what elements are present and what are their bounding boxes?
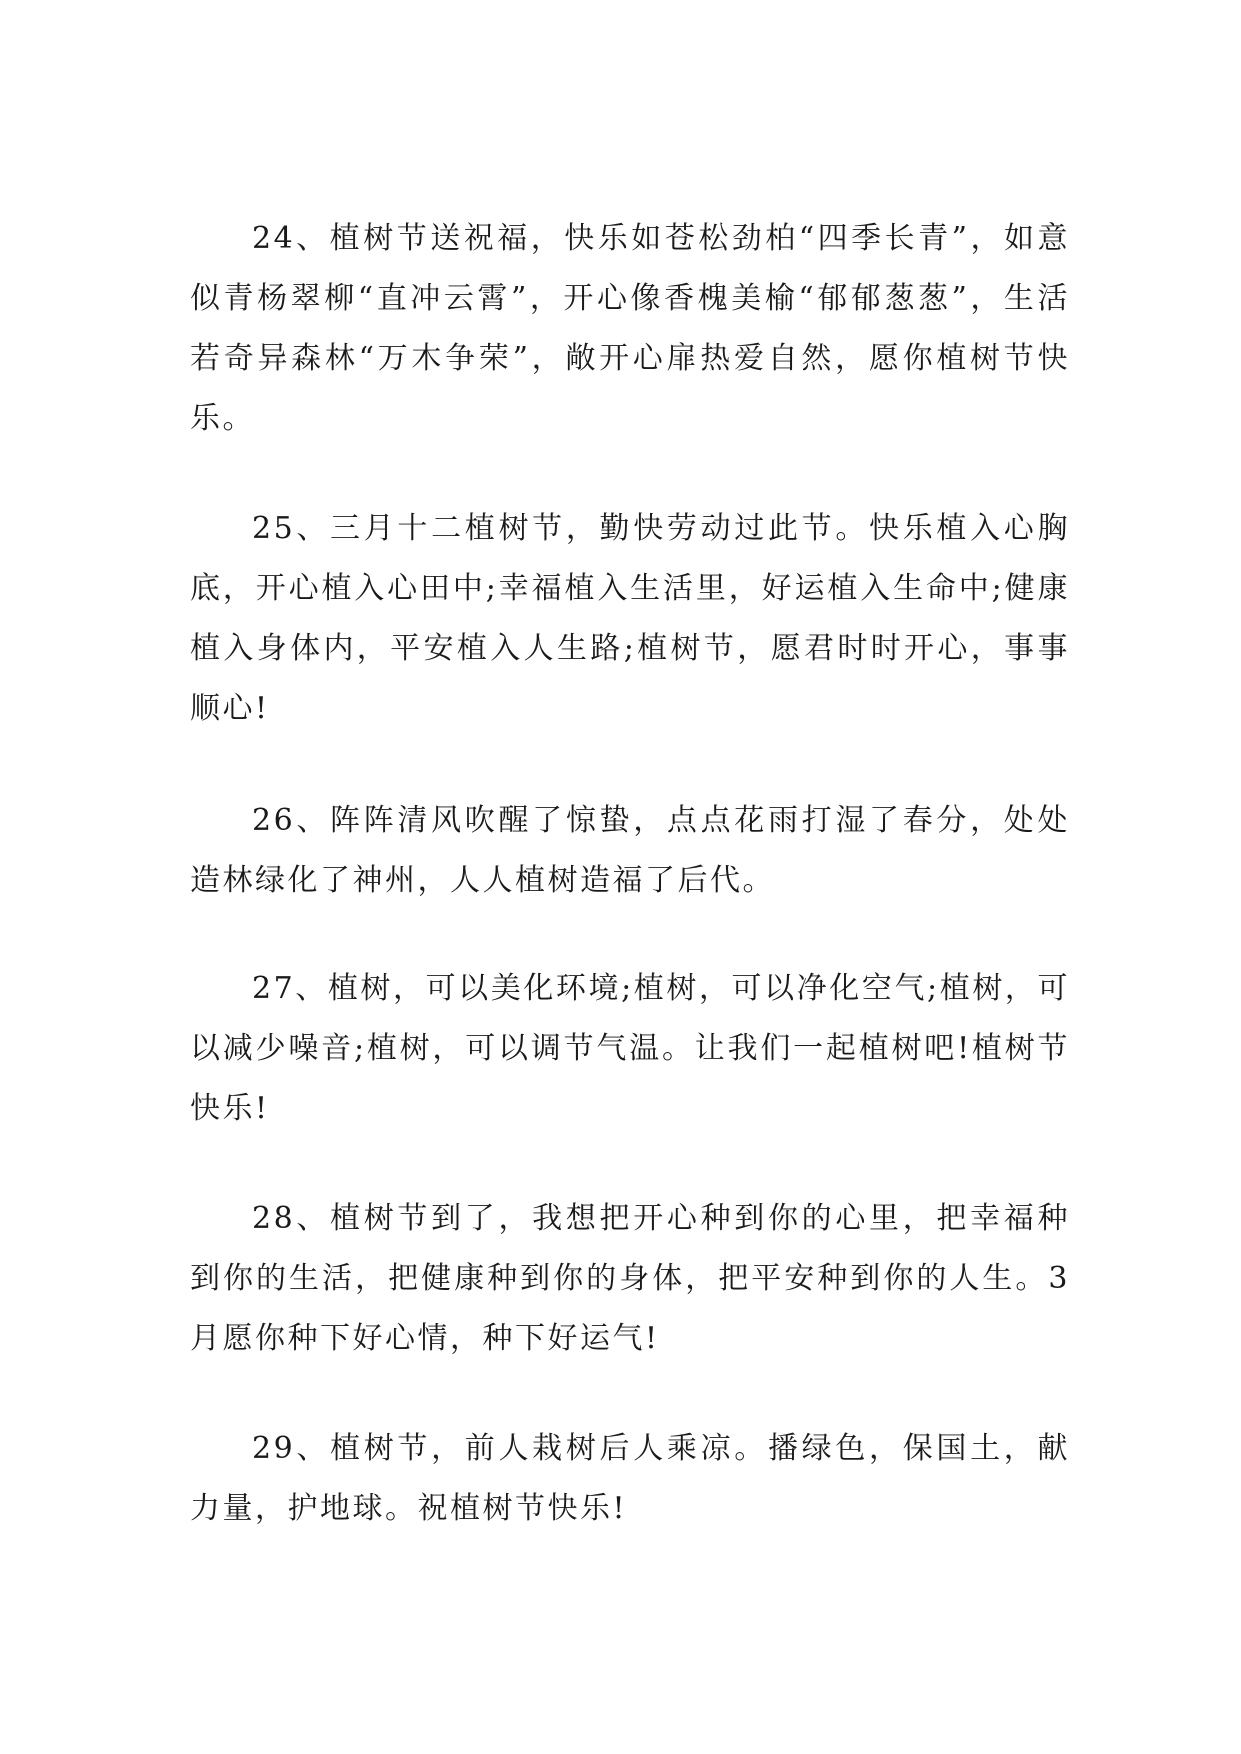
paragraph-24: 24、植树节送祝福，快乐如苍松劲柏“四季长青”，如意似青杨翠柳“直冲云霄”，开心像香槐美榆“郁郁葱葱”，生活若奇异森林“万木争荣”，敞开心扉热爱自然，愿你植树节快乐。	[190, 221, 1070, 436]
paragraph-25: 25、三月十二植树节，勤快劳动过此节。快乐植入心胸底，开心植入心田中;幸福植入生活里，好运植入生命中;健康植入身体内，平安植入人生路;植树节，愿君时时开心，事事顺心!	[190, 511, 1070, 726]
document-body	[190, 209, 1070, 1539]
paragraph-29: 29、植树节，前人栽树后人乘凉。播绿色，保国土，献力量，护地球。祝植树节快乐!	[190, 1431, 1070, 1526]
paragraph-26: 26、阵阵清风吹醒了惊蛰，点点花雨打湿了春分，处处造林绿化了神州，人人植树造福了后代。	[190, 803, 1070, 898]
paragraph-28: 28、植树节到了，我想把开心种到你的心里，把幸福种到你的生活，把健康种到你的身体，把平安种到你的人生。3月愿你种下好心情，种下好运气!	[190, 1201, 1070, 1356]
paragraph-27: 27、植树，可以美化环境;植树，可以净化空气;植树，可以减少噪音;植树，可以调节气温。让我们一起植树吧!植树节快乐!	[190, 971, 1070, 1126]
